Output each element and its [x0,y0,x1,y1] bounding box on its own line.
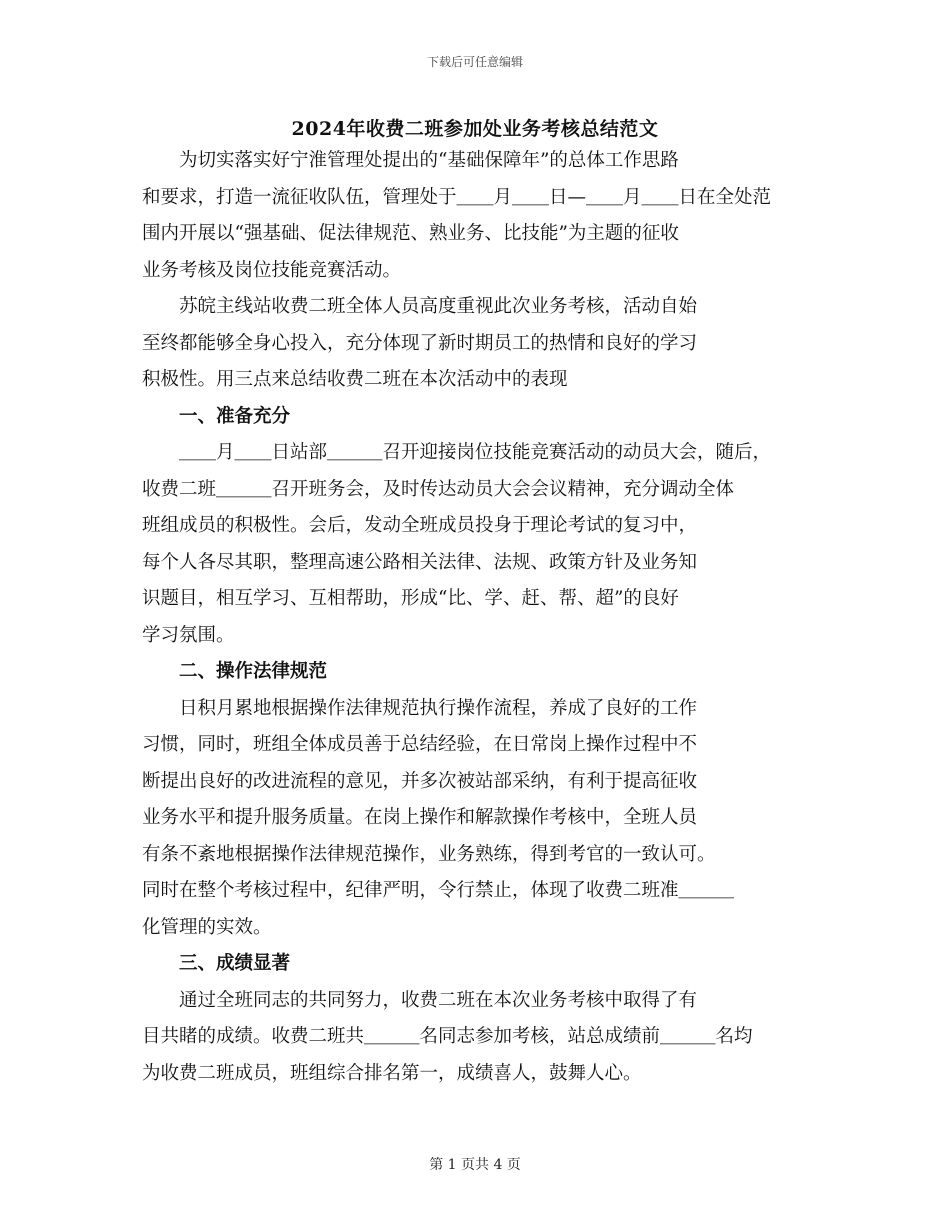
body-line: 业务水平和提升服务质量。在岗上操作和解款操作考核中，全班人员 [142,807,698,828]
body-line: 围内开展以“强基础、促法律规范、熟业务、比技能”为主题的征收 [142,223,679,244]
body-line: 为切实落实好宁淮管理处提出的“基础保障年”的总体工作思路 [142,150,679,171]
body-line: 有条不紊地根据操作法律规范操作，业务熟练，得到考官的一致认可。 [142,843,716,865]
body-line: 积极性。用三点来总结收费二班在本次活动中的表现 [142,369,568,390]
section-heading: 二、操作法律规范 [142,661,328,682]
section-heading: 三、成绩显著 [142,953,291,974]
body-line: 学习氛围。 [142,624,235,646]
header-note: 下载后可任意编辑 [426,55,523,69]
body-line: 通过全班同志的共同努力，收费二班在本次业务考核中取得了有 [142,989,698,1011]
body-line: 每个人各尽其职，整理高速公路相关法律、法规、政策方针及业务知 [142,551,698,573]
body-line: 断提出良好的改进流程的意见，并多次被站部采纳，有利于提高征收 [142,770,698,792]
body-line: 日积月累地根据操作法律规范执行操作流程，养成了良好的工作 [142,697,698,719]
page-footer: 第 1 页共 4 页 [429,1157,521,1173]
body-line: 习惯，同时，班组全体成员善于总结经验，在日常岗上操作过程中不 [142,734,698,755]
body-line: 识题目，相互学习、互相帮助，形成“比、学、赶、帮、超”的良好 [142,588,679,609]
section-heading: 一、准备充分 [142,405,291,427]
document-body [142,143,802,1092]
body-line: 业务考核及岗位技能竞赛活动。 [142,259,402,281]
body-line: 收费二班＿＿＿召开班务会，及时传达动员大会会议精神，充分调动全体 [142,478,735,500]
body-line: 和要求，打造一流征收队伍，管理处于＿＿月＿＿日—＿＿月＿＿日在全处范 [142,186,772,208]
body-line: 同时在整个考核过程中，纪律严明，令行禁止，体现了收费二班准＿＿＿ [142,880,735,901]
body-line: ＿＿月＿＿日站部＿＿＿召开迎接岗位技能竞赛活动的动员大会，随后， [142,442,772,463]
body-line: 化管理的实效。 [142,916,272,938]
body-line: 目共睹的成绩。收费二班共＿＿＿名同志参加考核，站总成绩前＿＿＿名均 [142,1026,753,1047]
document-title: 2024年收费二班参加处业务考核总结范文 [291,118,659,140]
body-line: 苏皖主线站收费二班全体人员高度重视此次业务考核，活动自始 [142,296,698,317]
body-line: 至终都能够全身心投入，充分体现了新时期员工的热情和良好的学习 [142,332,698,354]
body-line: 班组成员的积极性。会后，发动全班成员投身于理论考试的复习中， [142,515,698,536]
body-line: 为收费二班成员，班组综合排名第一，成绩喜人，鼓舞人心。 [142,1062,642,1084]
